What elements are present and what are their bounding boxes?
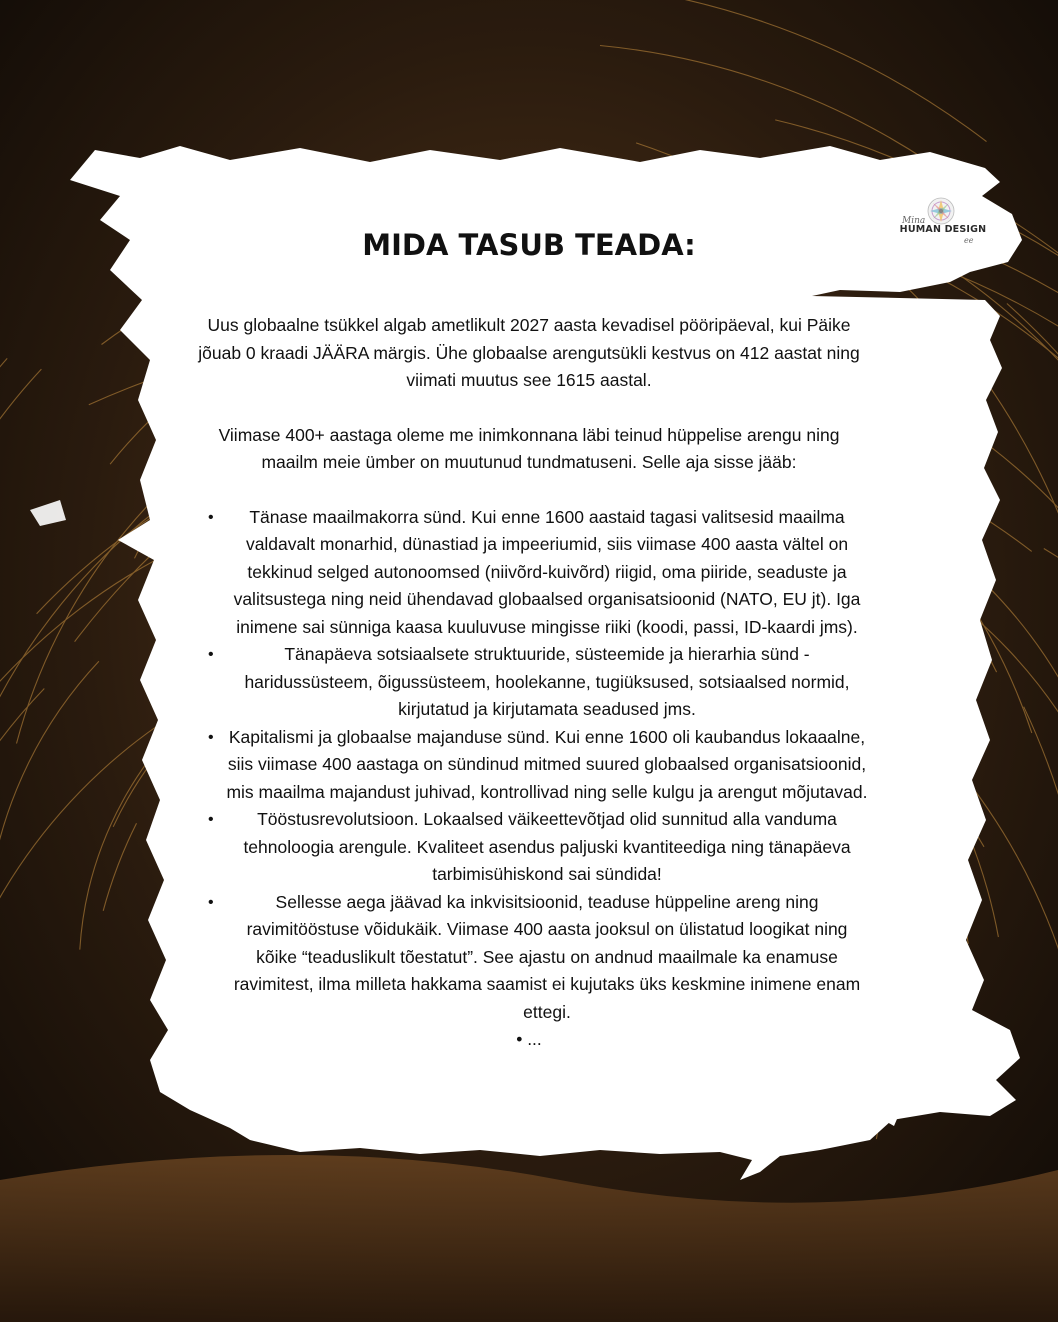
list-ellipsis: • ... [516, 1029, 542, 1049]
mandala-icon [926, 196, 956, 226]
bullet-icon: • [208, 508, 214, 526]
list-item [190, 641, 868, 724]
logo-script-text: Mina [902, 216, 926, 226]
bullet-icon: • [208, 728, 214, 746]
list-item [190, 806, 868, 889]
list-item-text: Tänase maailmakorra sünd. Kui enne 1600 aastaid tagasi valitsesid maailma valdavalt monarhid, dünastiad ja impeeriumid, siis viimase 400 aasta vältel on tekkinud selged autonoomsed (niivõrd-kuivõrd) riigid, oma piiride, seaduste ja valitsustega ning neid ühendavad globaalsed organisatsioonid (NATO, EU jt). Iga inimene sai sünniga kaasa kuuluvuse mingisse riiki (koodi, passi, ID-kaardi jms). [233, 506, 861, 637]
bullet-list [190, 504, 868, 1027]
list-item-text: Kapitalismi ja globaalse majanduse sünd. Kui enne 1600 oli kaubandus lokaaalne, siis viimase 400 aastaga on sündinud mitmed suured globaalsed organisatsioonid, mis maailma majandust juhivad, kontrollivad ning selle kulgu ja arengut mõjutavad. [226, 726, 868, 802]
list-item [190, 724, 868, 807]
logo-suffix-text: ee [964, 236, 974, 245]
list-item-text: Tööstusrevolutsioon. Lokaalsed väikeettevõtjad olid sunnitud alla vanduma tehnoloogia arengule. Kvaliteet asendus paljuski kvantiteediga ning tänapäeva tarbimisühiskond sai sündida! [243, 809, 851, 884]
intro-paragraph-2: Viimase 400+ aastaga oleme me inimkonnana läbi teinud hüppelise arengu ning maailm meie ümber on muutunud tundmatuseni. Selle aja sisse jääb: [218, 424, 840, 472]
list-item [190, 889, 868, 1027]
bullet-icon: • [208, 811, 214, 828]
list-item-text: Tänapäeva sotsiaalsete struktuuride, süsteemide ja hierarhia sünd - haridussüsteem, õigussüsteem, hoolekanne, tugiüksused, sotsiaalsed normid, kirjutatud ja kirjutamata seadused jms. [244, 644, 850, 719]
bullet-icon: • [208, 893, 214, 911]
logo-main-text: HUMAN DESIGN [899, 224, 987, 235]
list-item [190, 504, 868, 642]
content-body [190, 312, 868, 1054]
page-title: MIDA TASUB TEADA: [362, 228, 696, 262]
bullet-icon: • [208, 646, 214, 663]
intro-paragraph-1: Uus globaalne tsükkel algab ametlikult 2027 aasta kevadisel pööripäeval, kui Päike jõuab 0 kraadi JÄÄRA märgis. Ühe globaalse arengutsükli kestvus on 412 aastat ning viimati muutus see 1615 aastal. [198, 315, 860, 390]
list-item-text: Sellesse aega jäävad ka inkvisitsioonid, teaduse hüppeline areng ning ravimitööstuse võidukäik. Viimase 400 aasta jooksul on ülistatud loogikat ning kõike “teaduslikult tõestatut”. See ajastu on andnud maailmale ka enamuse ravimitest, ilma milleta hakkama saamist ei kujutaks üks keskmine inimene enam ettegi. [233, 891, 861, 1022]
